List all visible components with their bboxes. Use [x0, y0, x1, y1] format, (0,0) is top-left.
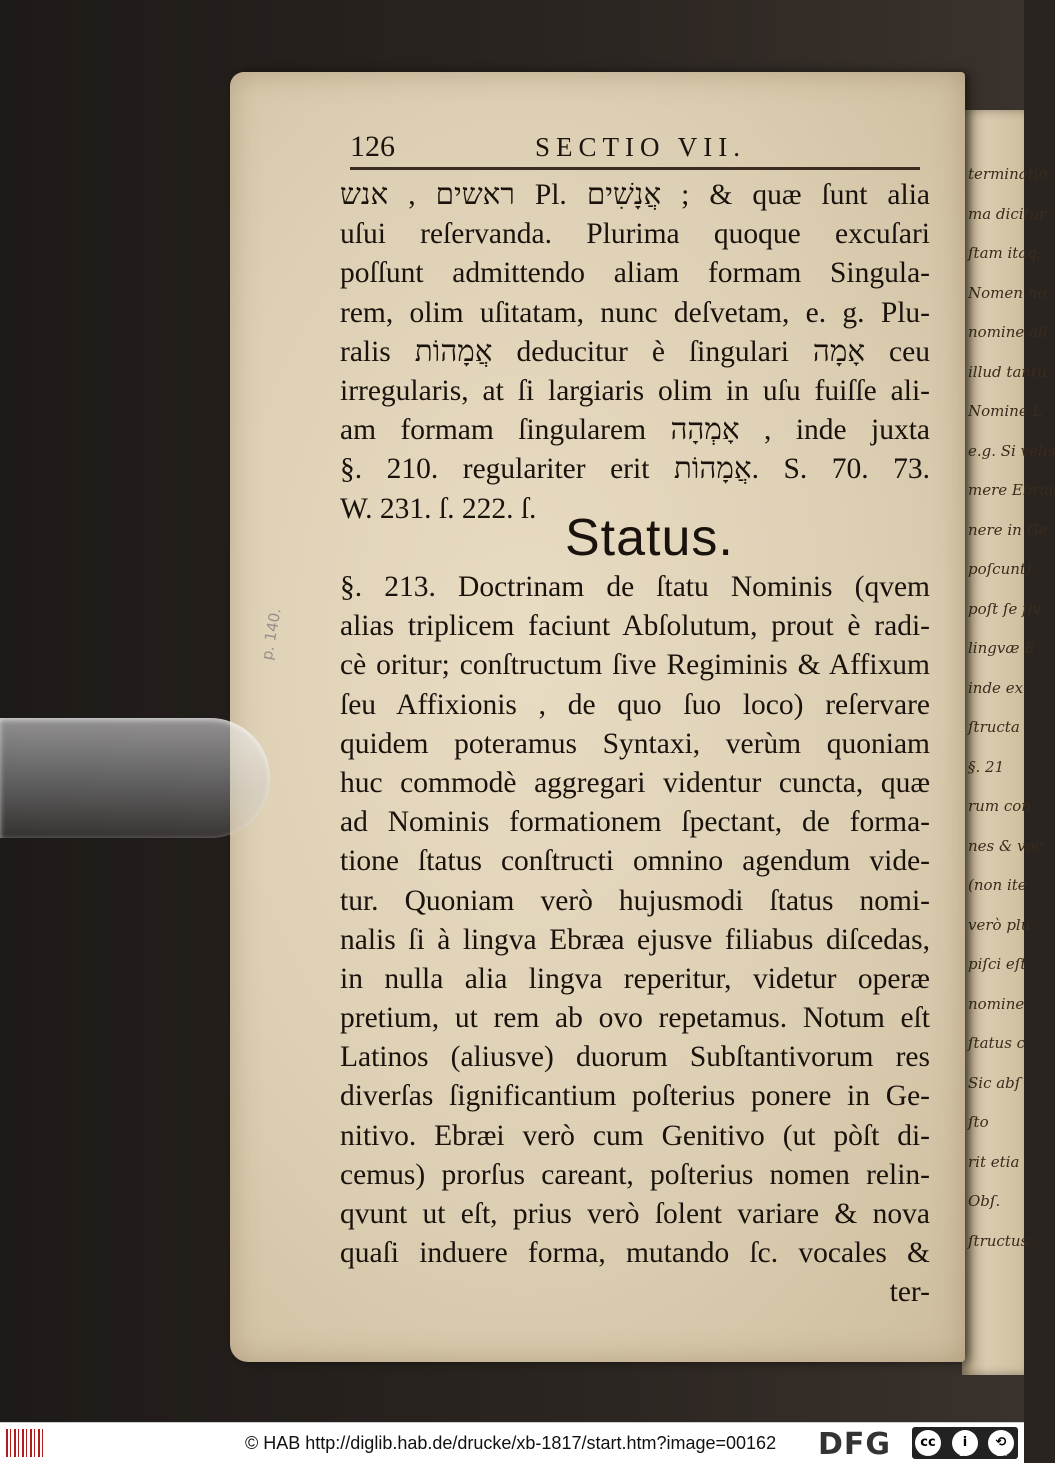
adjacent-page-fragment: nomine	[968, 994, 1025, 1013]
text-line: ad Nominis formationem ſpectant, de forma-	[340, 806, 930, 839]
adjacent-page-fragment: rum con	[968, 797, 1031, 815]
text-line: ſeu Affixionis , de quo ſuo loco) reſervare	[340, 688, 930, 721]
adjacent-page-fragment: verò plu	[968, 915, 1031, 934]
section-heading: Status.	[565, 509, 734, 567]
text-block-status	[340, 568, 930, 1313]
adjacent-page-fragment: poſcunt)	[968, 560, 1032, 578]
adjacent-page-fragment: piſci eſt	[968, 955, 1027, 973]
adjacent-page-fragment: inde ex	[968, 678, 1024, 697]
adjacent-page-fragment: Nomine L	[968, 402, 1043, 420]
text-line: pretium, ut rem ab ovo repetamus. Notum eſt	[340, 1002, 930, 1035]
cc-icon: cc	[915, 1430, 941, 1456]
text-line: tur. Quoniam verò hujusmodi ſtatus nomi-	[340, 884, 930, 917]
adjacent-page-fragment: rit etia	[968, 1152, 1020, 1171]
text-line: nitivo. Ebræi verò cum Genitivo (ut pòſt di-	[340, 1119, 930, 1152]
text-line: §. 213. Doctrinam de ſtatu Nominis (qvem	[340, 571, 930, 603]
share-alike-icon: ⟲	[988, 1430, 1014, 1456]
viewer-footer	[0, 1422, 1024, 1463]
adjacent-page-fragment: nomine ali	[968, 323, 1048, 341]
text-line: qvunt ut eſt, prius verò ſolent variare & nova	[340, 1198, 930, 1230]
text-line: §. 210. regulariter erit אֲמָהוֹת. S. 70. 73.	[340, 453, 930, 486]
text-line: poſſunt admittendo aliam formam Singula-	[340, 257, 930, 290]
header-rule	[350, 167, 920, 170]
adjacent-page-fragment: §. 21	[968, 757, 1005, 776]
adjacent-page-fragment: e.g. Si velis	[968, 441, 1055, 460]
adjacent-page-fragment: ma dicitur	[968, 204, 1047, 223]
attribution-icon: i	[952, 1430, 978, 1456]
text-line: tione ſtatus conſtructi omnino agendum vide-	[340, 845, 930, 878]
adjacent-page-fragment: poſt ſe ſiv	[968, 599, 1042, 618]
page-clip-reflection	[0, 718, 270, 838]
text-line: nalis ſi à lingva Ebræa ejusve filiabus diſcedas,	[340, 923, 930, 956]
dfg-logo: DFG	[818, 1427, 892, 1462]
text-line: quaſi induere forma, mutando ſc. vocales &	[340, 1237, 930, 1270]
sa-label: SA	[996, 1449, 1007, 1458]
text-line: cè oritur; conſtructum ſive Regiminis & Affixum	[340, 649, 930, 682]
text-line: rem, olim uſitatam, nunc deſvetam, e. g. Plu-	[340, 296, 930, 329]
text-line: am formam ſingularem אָמְהָה , inde juxta	[340, 414, 931, 447]
text-line: cemus) prorſus careant, poſterius nomen relin-	[340, 1158, 930, 1191]
running-head: SECTIO VII.	[535, 132, 746, 162]
adjacent-page-fragment: terminatio	[968, 165, 1048, 183]
barcode-logo-icon	[6, 1429, 46, 1457]
adjacent-page-fragment: mere Ebrai	[968, 481, 1054, 499]
by-label: BY	[959, 1449, 969, 1458]
text-line: alias triplicem faciunt Abſolutum, prout è radi-	[340, 610, 930, 643]
text-line: irregularis, at ſi largiaris olim in uſu fuiſſe ali-	[340, 374, 930, 407]
text-line: W. 231. ſ. 222. ſ.	[340, 492, 537, 525]
text-line: in nulla alia lingva reperitur, videtur operæ	[340, 962, 930, 995]
adjacent-page-fragment: nes & voc	[968, 836, 1044, 855]
adjacent-page-fragment: ſtructa	[968, 718, 1020, 736]
catchword: ter-	[889, 1276, 930, 1309]
adjacent-page-fragment: ſtam itaq;	[968, 244, 1042, 262]
text-line: huc commodè aggregari videntur cuncta, quæ	[340, 766, 930, 799]
adjacent-page-fragment: Obſ.	[968, 1192, 1001, 1210]
page-number: 126	[350, 130, 395, 163]
adjacent-page-fragment: illud tantu	[968, 362, 1047, 381]
pencil-margin-note: p. 140.	[257, 606, 285, 662]
adjacent-page-fragment: ſtructus	[968, 1231, 1029, 1250]
adjacent-page-fragment: ſto	[968, 1113, 989, 1131]
adjacent-page-fragment: ſtatus c	[968, 1034, 1026, 1052]
adjacent-page-fragment: (non ite	[968, 876, 1027, 894]
adjacent-page-fragment: nere in Ge	[968, 520, 1048, 539]
adjacent-page-strip	[962, 110, 1055, 1375]
text-line: ראשים , אנש Pl. אֲנָשִׁים ; & quæ ſunt alia	[340, 179, 931, 211]
text-line: diverſas ſignificantium poſterius ponere in Ge-	[340, 1080, 930, 1113]
text-block-intro	[340, 176, 930, 529]
adjacent-page-fragment: Nomen no	[968, 283, 1047, 302]
cc-license-icon[interactable]	[912, 1427, 1018, 1459]
source-link[interactable]: © HAB http://diglib.hab.de/drucke/xb-1817/start.htm?image=00162	[245, 1433, 777, 1453]
adjacent-page-fragment: Sic abſ	[968, 1073, 1021, 1092]
text-line: Latinos (aliusve) duorum Subſtantivorum res	[340, 1041, 930, 1074]
adjacent-page-fragment: lingvæ E	[968, 639, 1036, 657]
text-line: ralis אֲמָהוֹת deducitur è ſingulari אָמָה ceu	[340, 335, 930, 368]
text-line: uſui reſervanda. Plurima quoque excuſari	[340, 218, 930, 251]
page-header	[345, 128, 935, 168]
text-line: quidem poteramus Syntaxi, verùm quoniam	[340, 727, 930, 760]
